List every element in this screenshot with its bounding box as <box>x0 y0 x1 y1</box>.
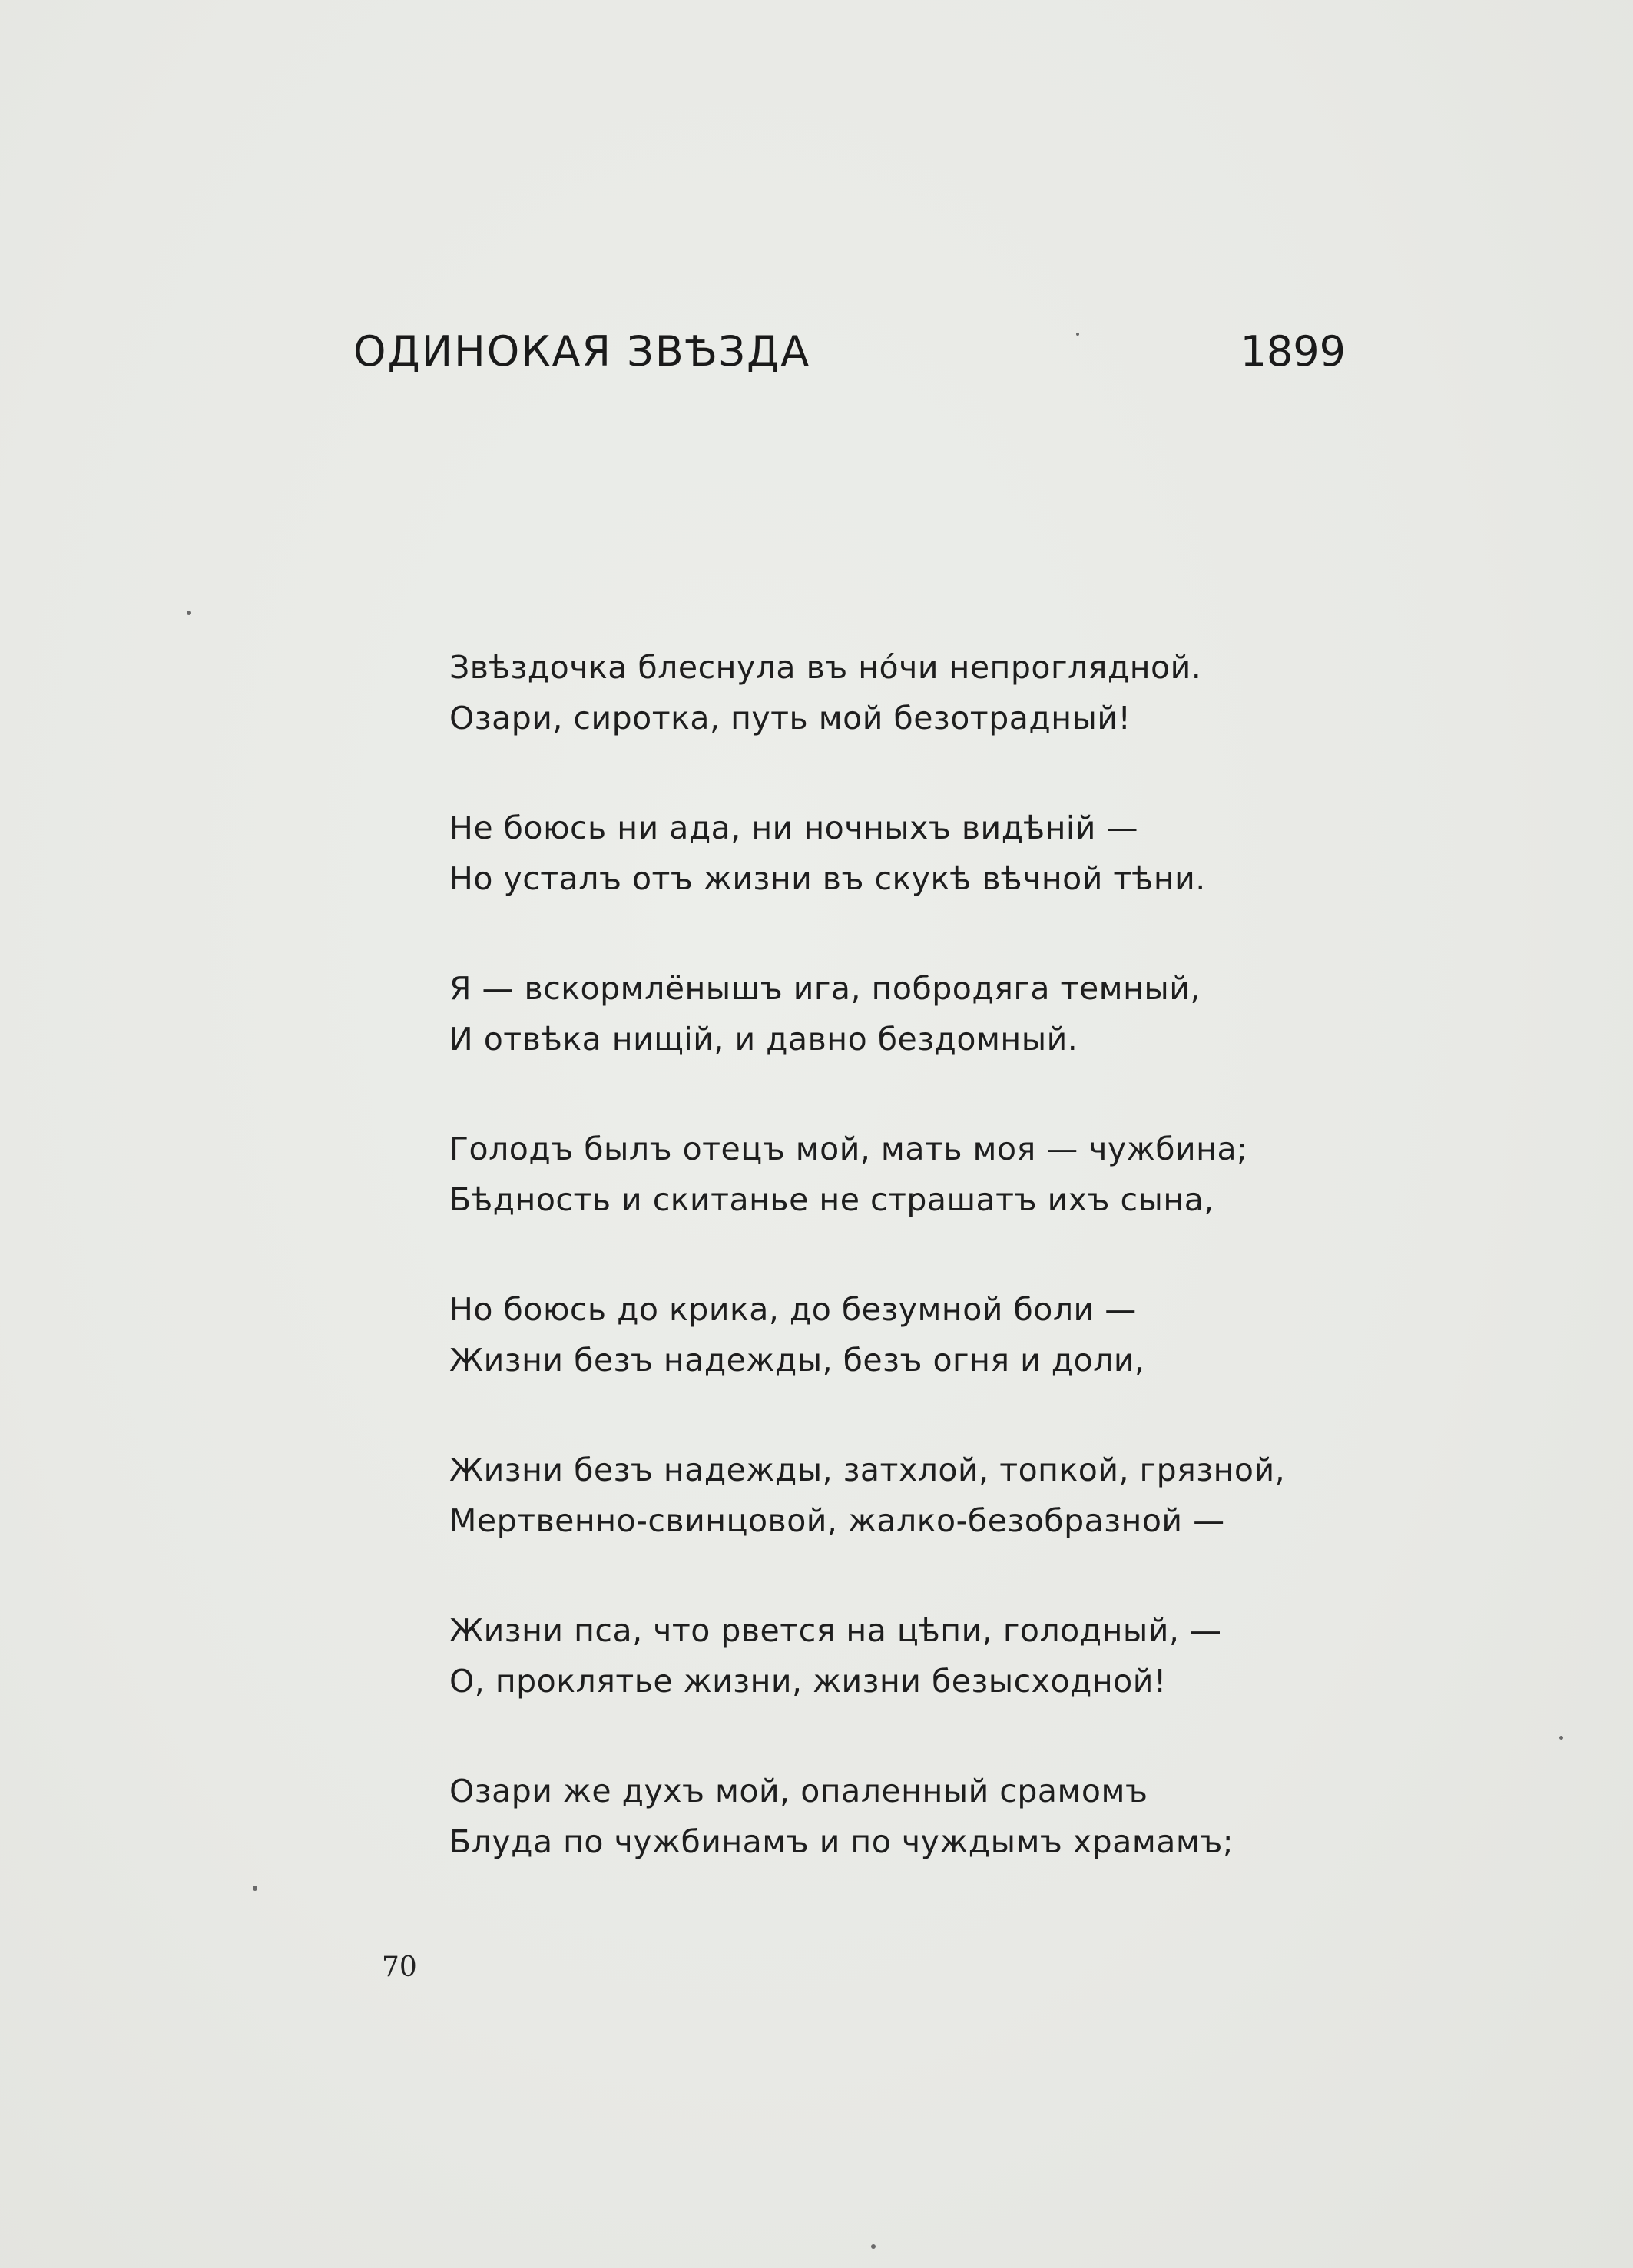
poem-title: ОДИНОКАЯ ЗВѢЗДА <box>353 327 811 376</box>
poem-line: Но усталъ отъ жизни въ скукѣ вѣчной тѣни. <box>449 860 1206 897</box>
page-number: 70 <box>382 1952 417 1983</box>
poem-line: Голодъ былъ отецъ мой, мать моя — чужбина; <box>449 1131 1248 1167</box>
poem-line: Жизни безъ надежды, безъ огня и доли, <box>449 1342 1145 1379</box>
stanza-4 <box>449 1124 1371 1284</box>
paper-speck <box>1076 333 1079 336</box>
poem-line: О, проклятье жизни, жизни безысходной! <box>449 1663 1167 1700</box>
poem-line: Озари же духъ мой, опаленный срамомъ <box>449 1773 1148 1809</box>
paper-speck <box>1559 1736 1563 1740</box>
poem-line: Жизни пса, что рвется на цѣпи, голодный, — <box>449 1612 1222 1649</box>
poem-line: Бѣдность и скитанье не страшатъ ихъ сына, <box>449 1181 1214 1218</box>
stanza-6 <box>449 1445 1371 1605</box>
poem-header <box>353 321 1346 382</box>
stanza-7 <box>449 1605 1371 1766</box>
poem-body <box>449 642 1371 1926</box>
stanza-5 <box>449 1284 1371 1445</box>
poem-line: Я — вскормлёнышъ ига, побродяга темный, <box>449 970 1201 1007</box>
stanza-1 <box>449 642 1371 803</box>
stanza-8 <box>449 1766 1371 1926</box>
poem-line: Блуда по чужбинамъ и по чуждымъ храмамъ; <box>449 1823 1234 1860</box>
stanza-3 <box>449 963 1371 1124</box>
poem-line: Но боюсь до крика, до безумной боли — <box>449 1291 1137 1328</box>
paper-speck <box>253 1886 257 1891</box>
stanza-2 <box>449 803 1371 963</box>
poem-line: Мертвенно-свинцовой, жалко-безобразной — <box>449 1502 1225 1539</box>
poem-year: 1899 <box>1240 327 1346 376</box>
poem-line: Не боюсь ни ада, ни ночныхъ видѣній — <box>449 810 1138 846</box>
poem-line: И отвѣка нищій, и давно бездомный. <box>449 1021 1078 1058</box>
poem-line: Жизни безъ надежды, затхлой, топкой, грязной, <box>449 1452 1286 1488</box>
paper-speck <box>187 611 191 615</box>
poem-line: Озари, сиротка, путь мой безотрадный! <box>449 700 1131 737</box>
poem-line: Звѣздочка блеснула въ нóчи непроглядной. <box>449 649 1202 686</box>
paper-speck <box>871 2244 876 2249</box>
